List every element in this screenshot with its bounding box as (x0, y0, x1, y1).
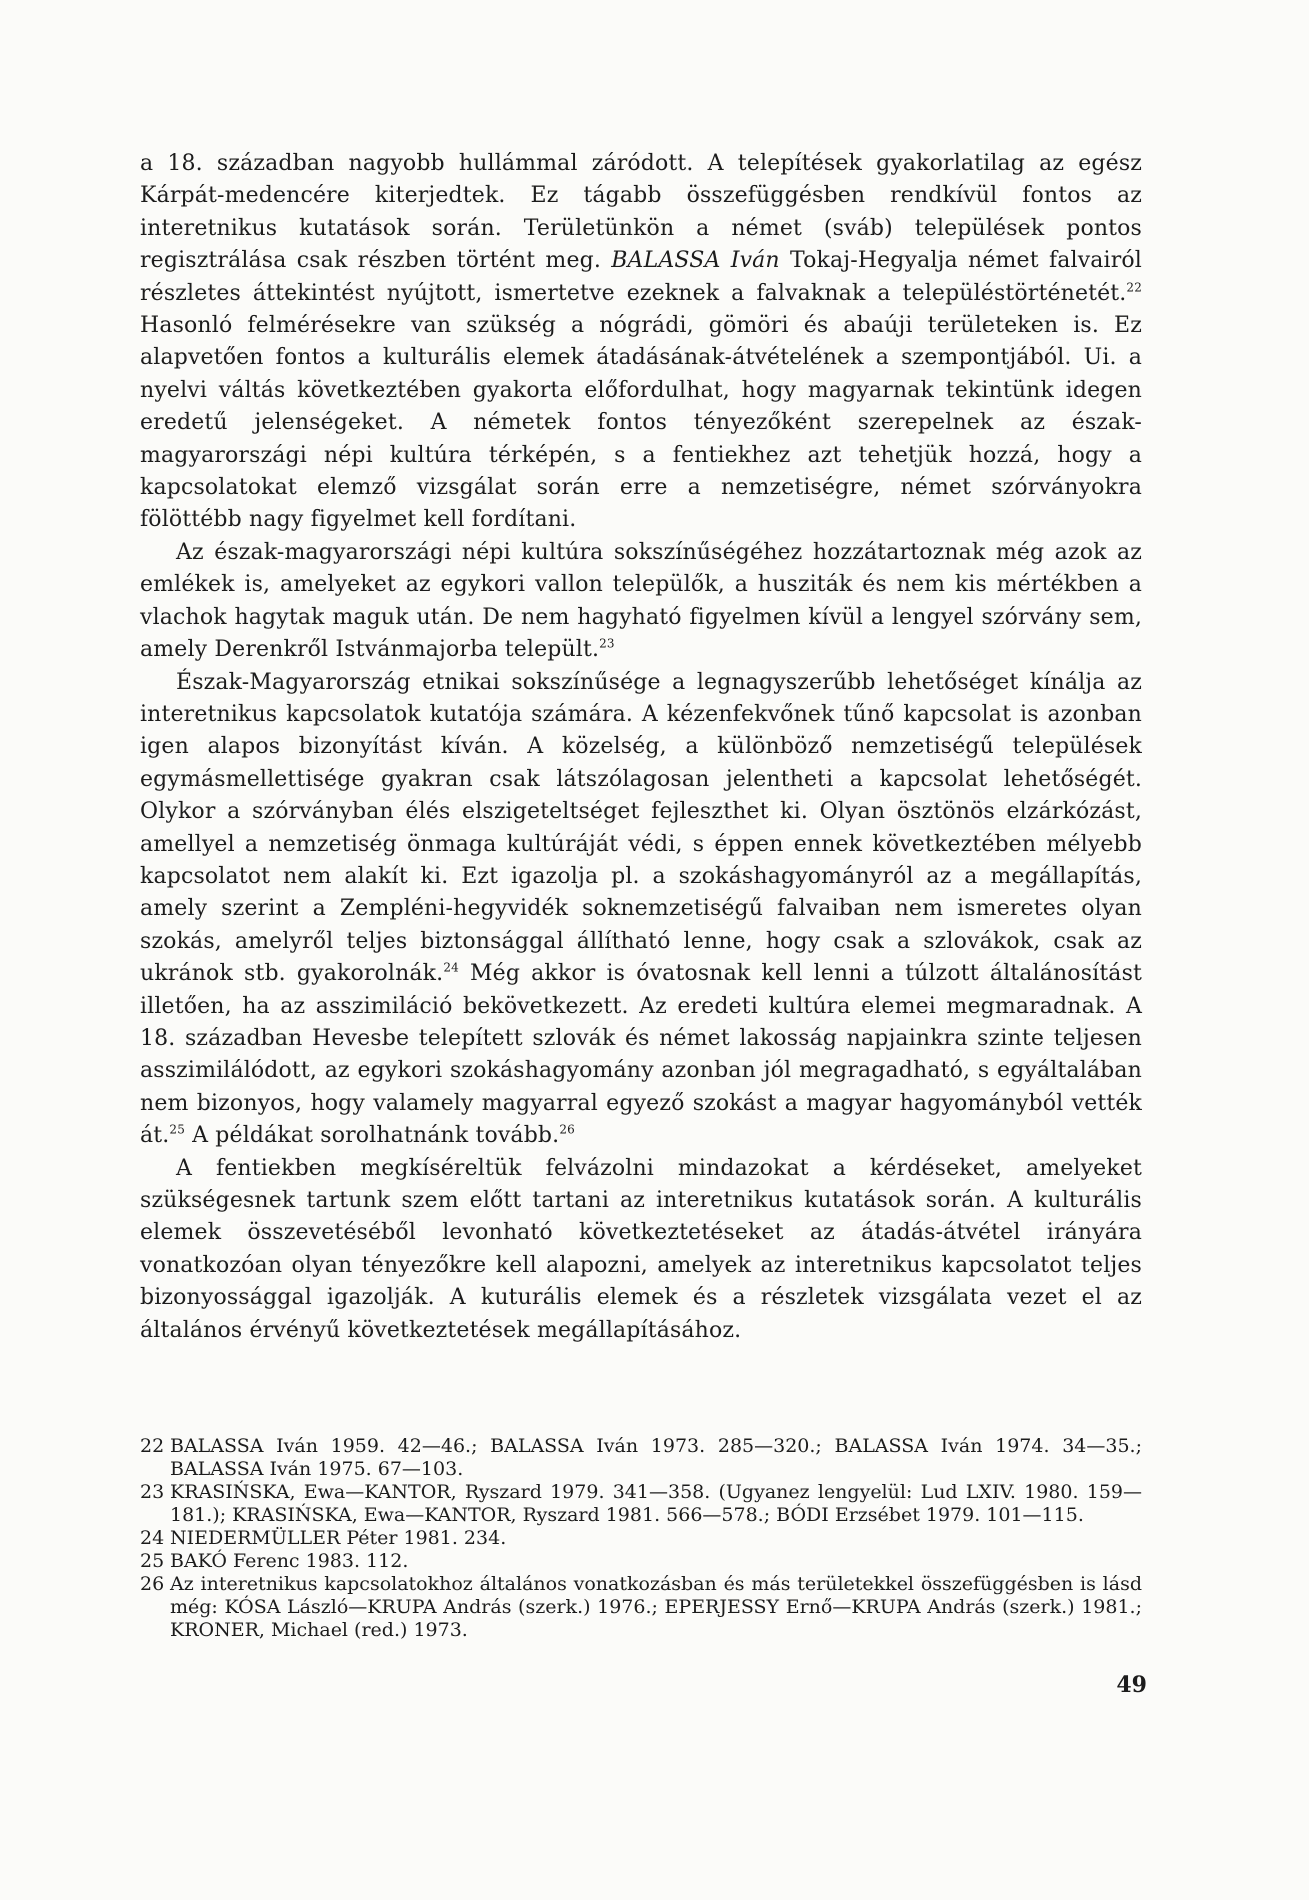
footnote (140, 1481, 1142, 1527)
footnote-text: KRASIŃSKA, Ewa—KANTOR, Ryszard 1979. 341—358. (Ugyanez lengyelül: Lud LXIV. 1980. 159—181.); KRASIŃSKA, Ewa—KANTOR, Ryszard 1981. 566—578.; BÓDI Erzsébet 1979. 101—115. (170, 1481, 1142, 1527)
paragraph (140, 537, 1142, 667)
footnote-text: BALASSA Iván 1959. 42—46.; BALASSA Iván 1973. 285—320.; BALASSA Iván 1974. 34—35.; BALASSA Iván 1975. 67—103. (170, 1435, 1142, 1481)
page-content (140, 148, 1142, 1642)
paragraph-text: A fentiekben megkíséreltük felvázolni mindazokat a kérdéseket, amelyeket szükségesnek tartunk szem előtt tartani az interetnikus kutatások során. A kulturális elemek összevetéséből levonható következtetéseket az átadás-átvétel irányára vonatkozóan olyan tényezőkre kell alapozni, amelyek az interetnikus kapcsolatot teljes bizonyossággal igazolják. A kuturális elemek és a részletek vizsgálata vezet el az általános érvényű következtetések megállapításához. (140, 1155, 1142, 1343)
footnotes (140, 1435, 1142, 1642)
footnote-number: 23 (140, 1481, 165, 1504)
body-text (140, 148, 1142, 1347)
footnote-ref: 22 (1126, 280, 1142, 295)
paragraph-text: Észak-Magyarország etnikai sokszínűsége a legnagyszerűbb lehetőséget kínálja az interetnikus kapcsolatok kutatója számára. A kézenfekvőnek tűnő kapcsolat is azonban igen alapos bizonyítást kíván. A közelség, a különböző nemzetiségű települések egymásmellettisége gyakran csak látszólagosan jelentheti a kapcsolat lehetőségét. Olykor a szórványban élés elszigeteltséget fejleszthet ki. Olyan ösztönös elzárkózást, amellyel a nemzetiség önmaga kultúráját védi, s éppen ennek következtében mélyebb kapcsolatot nem alakít ki. Ezt igazolja pl. a szokáshagyományról az a megállapítás, amely szerint a Zempléni-hegyvidék soknemzetiségű falvaiban nem ismeretes olyan szokás, amelyről teljes biztonsággal állítható lenne, hogy csak a szlovákok, csak az ukránok stb. gyakorolnák. (140, 669, 1142, 987)
footnote (140, 1573, 1142, 1642)
footnote (140, 1550, 1142, 1573)
footnote-ref: 23 (599, 636, 615, 651)
footnote-text: NIEDERMÜLLER Péter 1981. 234. (170, 1527, 507, 1550)
footnote-ref: 25 (169, 1122, 185, 1137)
paragraph (140, 667, 1142, 1153)
footnote (140, 1527, 1142, 1550)
paragraph (140, 1153, 1142, 1347)
footnote-number: 26 (140, 1573, 165, 1596)
footnote (140, 1435, 1142, 1481)
footnote-number: 25 (140, 1550, 165, 1573)
paragraph-text: A példákat sorolhatnánk tovább. (184, 1123, 560, 1149)
paragraph-text: Tokaj-Hegyalja német falvairól részletes áttekintést nyújtott, ismertetve ezeknek a falvaknak a településtörténetét. (140, 248, 1142, 306)
footnote-ref: 24 (443, 960, 459, 975)
footnote-number: 24 (140, 1527, 165, 1550)
footnote-number: 22 (140, 1435, 165, 1458)
page-number: 49 (1116, 1672, 1147, 1698)
paragraph (140, 148, 1142, 537)
footnote-ref: 26 (559, 1122, 575, 1137)
paragraph-text: a 18. században nagyobb hullámmal záródott. A telepítések gyakorlatilag az egész Kárpát-medencére kiterjedtek. Ez tágabb összefüggésben rendkívül fontos az interetnikus kutatások során. Területünkön a német (sváb) települések pontos regisztrálása csak részben történt meg. (140, 151, 1142, 274)
paragraph-text: Hasonló felmérésekre van szükség a nógrádi, gömöri és abaúji területeken is. Ez alapvetően fontos a kulturális elemek átadásának-átvételének a szempontjából. Ui. a nyelvi váltás következtében gyakorta előfordulhat, hogy magyarnak tekintünk idegen eredetű jelenségeket. A németek fontos tényezőként szerepelnek az észak-magyarországi népi kultúra térképén, s a fentiekhez azt tehetjük hozzá, hogy a kapcsolatokat elemző vizsgálat során erre a nemzetiségre, német szórványokra fölöttébb nagy figyelmet kell fordítani. (140, 313, 1142, 533)
italic-name: BALASSA Iván (611, 248, 780, 274)
footnote-text: Az interetnikus kapcsolatokhoz általános vonatkozásban és más területekkel összefüggésben is lásd még: KÓSA László—KRUPA András (szerk.) 1976.; EPERJESSY Ernő—KRUPA András (szerk.) 1981.; KRONER, Michael (red.) 1973. (170, 1573, 1142, 1642)
paragraph-text: Még akkor is óvatosnak kell lenni a túlzott általánosítást illetően, ha az asszimiláció bekövetkezett. Az eredeti kultúra elemei megmaradnak. A 18. században Hevesbe telepített szlovák és német lakosság napjainkra szinte teljesen asszimilálódott, az egykori szokáshagyomány azonban jól megragadható, s egyáltalában nem bizonyos, hogy valamely magyarral egyező szokást a magyar hagyományból vették át. (140, 961, 1143, 1149)
footnote-text: BAKÓ Ferenc 1983. 112. (170, 1550, 409, 1573)
paragraph-text: Az észak-magyarországi népi kultúra sokszínűségéhez hozzátartoznak még azok az emlékek is, amelyeket az egykori vallon települők, a husziták és nem kis mértékben a vlachok hagytak maguk után. De nem hagyható figyelmen kívül a lengyel szórvány sem, amely Derenkről Istvánmajorba települt. (140, 539, 1142, 663)
